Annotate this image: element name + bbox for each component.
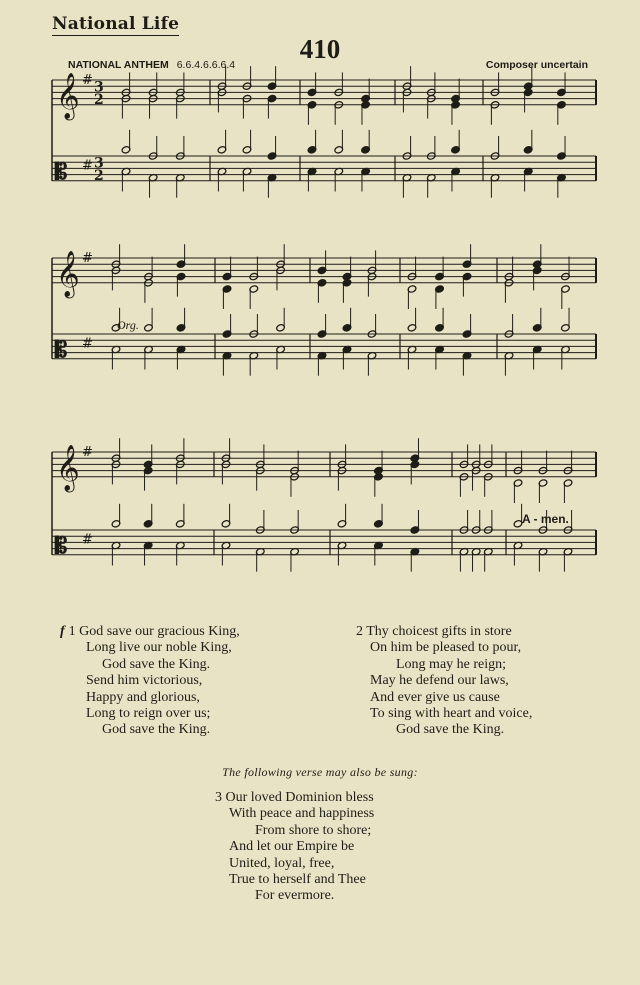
key-signature-sharp: # (82, 532, 93, 548)
verse-line: Long may he reign; (396, 656, 507, 672)
verse-line: Long to reign over us; (86, 706, 211, 722)
verse-line: United, loyal, free, (229, 855, 335, 871)
verse-2 (356, 624, 532, 739)
verse-line: May he defend our laws, (370, 673, 509, 689)
verse-number: 3 (215, 790, 222, 805)
svg-text:2: 2 (94, 167, 104, 184)
time-signature: 3 (94, 79, 104, 96)
verse-1 (60, 624, 240, 739)
section-title: National Life (52, 14, 180, 34)
verse-line: God save the King. (396, 722, 505, 738)
tenor-clef: 𝄡 (55, 159, 68, 185)
verse-number: 2 (356, 624, 363, 639)
verse-3 (215, 790, 374, 905)
treble-clef: 𝄞 (56, 250, 80, 297)
verse-line: True to herself and Thee (229, 872, 366, 888)
verse-line: Happy and glorious, (86, 689, 200, 705)
key-signature-sharp: # (82, 336, 93, 352)
verse-line: God save the King. (102, 656, 211, 672)
verse-line: With peace and happiness (229, 806, 375, 822)
tenor-clef: 𝄡 (55, 533, 68, 559)
treble-clef: 𝄞 (56, 444, 80, 491)
verse-line: And let our Empire be (229, 839, 355, 855)
verse-line: 2 Thy choicest gifts in store (356, 624, 512, 639)
treble-clef: 𝄞 (56, 72, 80, 119)
hymn-number: 410 (299, 34, 341, 64)
amen-label: A - men. (522, 512, 569, 526)
verse-line: To sing with heart and voice, (370, 706, 533, 722)
key-signature-sharp: # (82, 251, 93, 266)
verse-line: From shore to shore; (255, 822, 372, 838)
verse-line: God save the King. (102, 722, 211, 738)
verse-line: Long live our noble King, (86, 640, 232, 656)
key-signature-sharp: # (82, 445, 93, 460)
tenor-clef: 𝄡 (55, 337, 68, 363)
dynamic-marking: f (60, 624, 65, 639)
meter: 6.6.4.6.6.6.4 (176, 59, 236, 71)
verse-line: Send him victorious, (86, 673, 203, 689)
verse-number: 1 (68, 624, 76, 639)
key-signature-sharp: # (82, 73, 93, 88)
verse-line: And ever give us cause (370, 689, 500, 705)
organ-label: Org. (117, 318, 139, 332)
composer: Composer uncertain (485, 59, 588, 71)
verse-line: For evermore. (255, 888, 335, 904)
verse-line: On him be pleased to pour, (370, 640, 522, 656)
tune-name-text: NATIONAL ANTHEM (68, 59, 169, 71)
verse-line: 3 Our loved Dominion bless (215, 790, 374, 805)
svg-text:2: 2 (94, 91, 104, 108)
verse-line: f 1 God save our gracious King, (60, 624, 240, 639)
time-signature: 3 (94, 155, 104, 172)
optional-verse-note: The following verse may also be sung: (222, 765, 418, 779)
key-signature-sharp: # (82, 158, 93, 174)
